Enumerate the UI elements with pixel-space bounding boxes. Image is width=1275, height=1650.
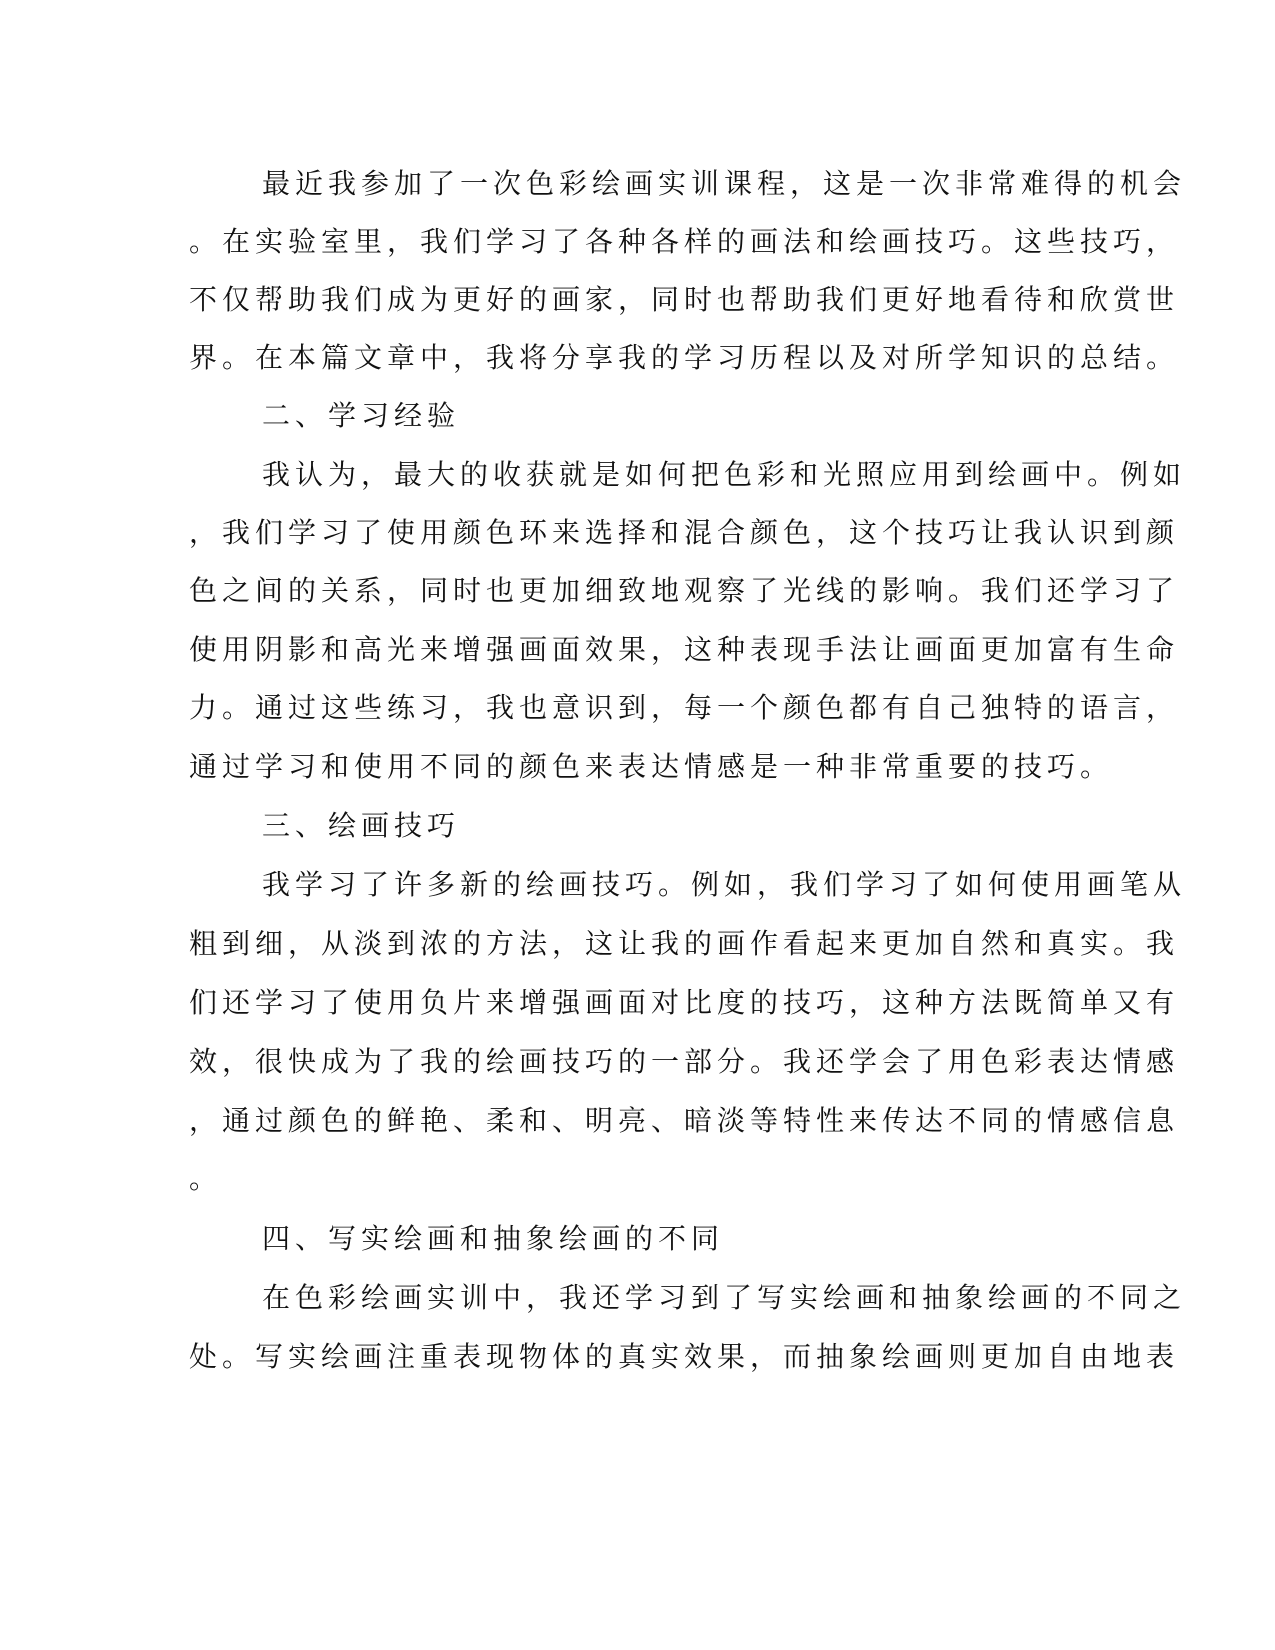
paragraph-1-line-3: 不仅帮助我们成为更好的画家，同时也帮助我们更好地看待和欣赏世 [189, 283, 1180, 316]
paragraph-2-line-3: 色之间的关系，同时也更加细致地观察了光线的影响。我们还学习了 [189, 574, 1180, 607]
section-heading-2: 二、学习经验 [262, 399, 461, 432]
paragraph-3-line-2: 粗到细，从淡到浓的方法，这让我的画作看起来更加自然和真实。我 [189, 927, 1180, 960]
paragraph-4-line-1: 在色彩绘画实训中，我还学习到了写实绘画和抽象绘画的不同之 [262, 1281, 1187, 1314]
paragraph-4-line-2: 处。写实绘画注重表现物体的真实效果，而抽象绘画则更加自由地表 [189, 1340, 1180, 1373]
paragraph-1-line-1: 最近我参加了一次色彩绘画实训课程，这是一次非常难得的机会 [262, 167, 1187, 200]
section-heading-3: 三、绘画技巧 [262, 809, 461, 842]
section-heading-4: 四、写实绘画和抽象绘画的不同 [262, 1222, 725, 1255]
paragraph-1-line-2: 。在实验室里，我们学习了各种各样的画法和绘画技巧。这些技巧， [189, 225, 1180, 258]
paragraph-1-line-4: 界。在本篇文章中，我将分享我的学习历程以及对所学知识的总结。 [189, 341, 1180, 374]
paragraph-3-line-5: ，通过颜色的鲜艳、柔和、明亮、暗淡等特性来传达不同的情感信息 [189, 1104, 1180, 1137]
paragraph-3-line-6: 。 [189, 1162, 223, 1195]
paragraph-3-line-4: 效，很快成为了我的绘画技巧的一部分。我还学会了用色彩表达情感 [189, 1045, 1180, 1078]
paragraph-2-line-6: 通过学习和使用不同的颜色来表达情感是一种非常重要的技巧。 [189, 750, 1114, 783]
paragraph-2-line-5: 力。通过这些练习，我也意识到，每一个颜色都有自己独特的语言， [189, 691, 1180, 724]
paragraph-2-line-1: 我认为，最大的收获就是如何把色彩和光照应用到绘画中。例如 [262, 458, 1187, 491]
paragraph-3-line-1: 我学习了许多新的绘画技巧。例如，我们学习了如何使用画笔从 [262, 868, 1187, 901]
paragraph-2-line-4: 使用阴影和高光来增强画面效果，这种表现手法让画面更加富有生命 [189, 633, 1180, 666]
paragraph-2-line-2: ，我们学习了使用颜色环来选择和混合颜色，这个技巧让我认识到颜 [189, 516, 1180, 549]
paragraph-3-line-3: 们还学习了使用负片来增强画面对比度的技巧，这种方法既简单又有 [189, 986, 1180, 1019]
